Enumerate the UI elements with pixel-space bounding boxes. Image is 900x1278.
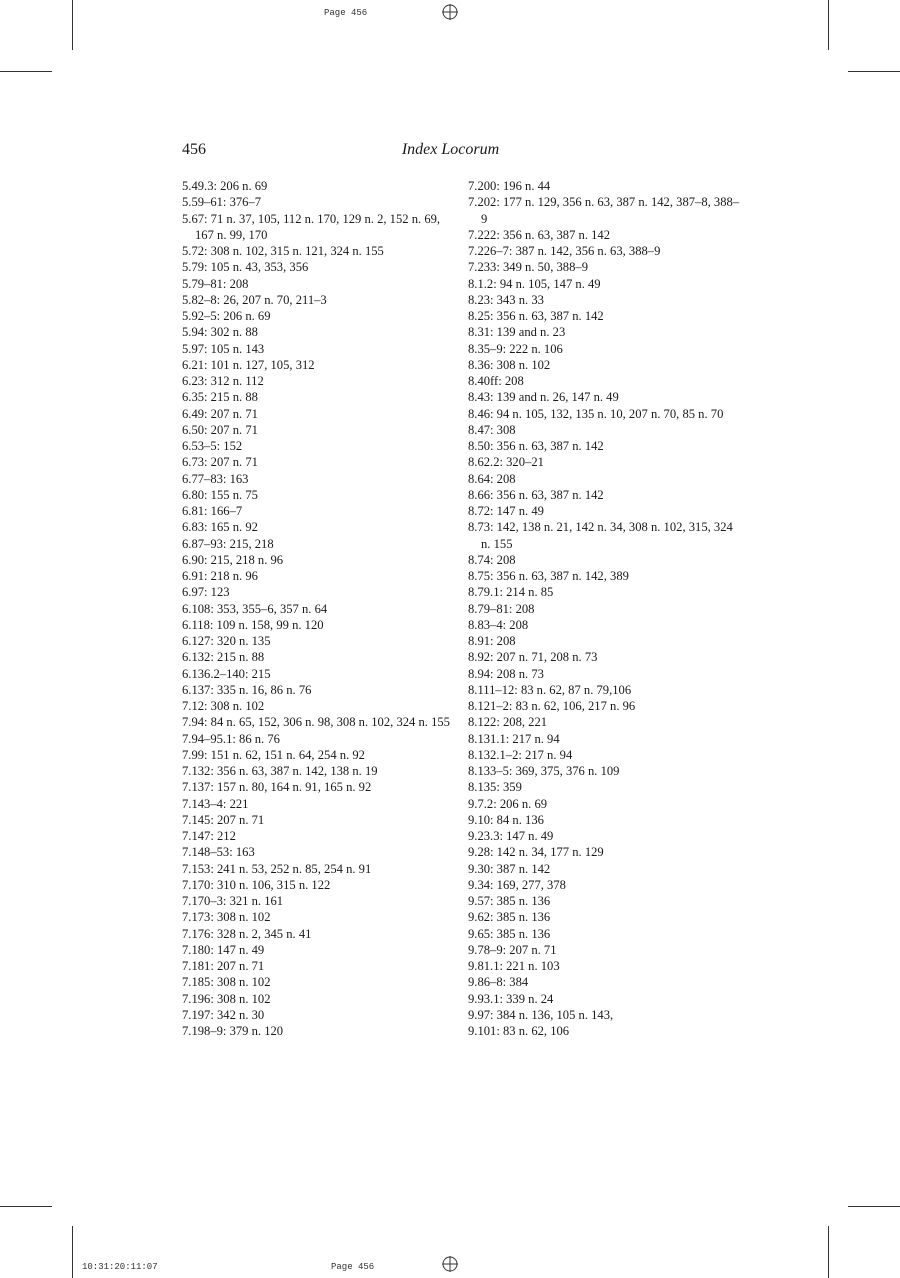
index-entry: 7.197: 342 n. 30 [182,1007,265,1022]
index-entry: 7.198–9: 379 n. 120 [182,1024,284,1038]
index-entry: 5.49.3: 206 n. 69 [182,179,268,193]
index-entry: 6.118: 109 n. 158, 99 n. 120 [182,617,324,632]
index-entry: 6.77–83: 163 [182,471,249,486]
index-entry: 7.143–4: 221 [182,796,249,811]
index-entry: 9.62: 385 n. 136 [468,910,551,925]
index-entry: 9.97: 384 n. 136, 105 n. 143, [468,1007,614,1022]
index-entry: 8.135: 359 [468,780,522,795]
index-entry: 9.10: 84 n. 136 [468,812,544,827]
index-entry: 6.90: 215, 218 n. 96 [182,552,284,567]
index-entry: 8.62.2: 320–21 [468,455,544,470]
index-entry: 6.35: 215 n. 88 [182,390,258,405]
index-entry: 7.200: 196 n. 44 [468,179,551,193]
running-head [182,141,719,163]
index-entry: 7.132: 356 n. 63, 387 n. 142, 138 n. 19 [182,764,378,778]
index-entry: 8.74: 208 [468,552,516,567]
index-entry: 9.30: 387 n. 142 [468,861,551,876]
index-entry: 7.99: 151 n. 62, 151 n. 64, 254 n. 92 [182,747,365,762]
index-entry: 8.72: 147 n. 49 [468,504,544,518]
crop-mark-bottom-right-horizontal [848,1206,900,1207]
index-entry: 7.181: 207 n. 71 [182,959,265,973]
crop-mark-bottom-right-vertical [828,1226,829,1278]
index-entry: 7.176: 328 n. 2, 345 n. 41 [182,926,312,941]
index-entry: 8.50: 356 n. 63, 387 n. 142 [468,439,604,453]
index-entry: 8.47: 308 [468,422,516,437]
index-entry: 8.92: 207 n. 71, 208 n. 73 [468,650,598,665]
index-entry: 6.80: 155 n. 75 [182,487,258,502]
index-entry: 7.180: 147 n. 49 [182,942,265,957]
index-entry: 8.25: 356 n. 63, 387 n. 142 [468,309,604,323]
index-entry: 8.73: 142, 138 n. 21, 142 n. 34, 308 n. 102, 315, 324 n. 155 [468,520,733,551]
index-entry: 6.73: 207 n. 71 [182,455,258,470]
index-entry: 8.121–2: 83 n. 62, 106, 217 n. 96 [468,699,636,713]
index-entry: 6.21: 101 n. 127, 105, 312 [182,357,315,372]
index-entry: 9.86–8: 384 [468,975,529,990]
index-column-right [468,178,740,1039]
index-entry: 8.133–5: 369, 375, 376 n. 109 [468,764,620,778]
index-entry: 8.94: 208 n. 73 [468,666,544,681]
index-entry: 9.78–9: 207 n. 71 [468,942,557,957]
index-entry: 8.43: 139 and n. 26, 147 n. 49 [468,390,619,405]
index-entry: 5.97: 105 n. 143 [182,341,265,356]
index-entry: 8.46: 94 n. 105, 132, 135 n. 10, 207 n. 70, 85 n. 70 [468,406,724,421]
index-entry: 5.79–81: 208 [182,276,249,291]
index-entry: 7.153: 241 n. 53, 252 n. 85, 254 n. 91 [182,861,372,876]
index-entry: 5.67: 71 n. 37, 105, 112 n. 170, 129 n. 2, 152 n. 69, 167 n. 99, 170 [182,211,441,242]
index-entry: 9.93.1: 339 n. 24 [468,991,554,1006]
crop-mark-bottom-left-vertical [72,1226,73,1278]
index-entry: 7.202: 177 n. 129, 356 n. 63, 387 n. 142, 387–8, 388–9 [468,195,740,226]
index-entry: 8.132.1–2: 217 n. 94 [468,747,573,762]
index-entry: 8.131.1: 217 n. 94 [468,731,560,746]
index-entry: 6.136.2–140: 215 [182,666,271,681]
index-entry: 6.81: 166–7 [182,504,243,518]
crop-mark-top-right-vertical [828,0,829,50]
index-entry: 9.34: 169, 277, 378 [468,877,566,892]
index-entry: 6.50: 207 n. 71 [182,422,258,437]
index-entry: 7.94–95.1: 86 n. 76 [182,731,280,746]
index-entry: 8.75: 356 n. 63, 387 n. 142, 389 [468,569,629,583]
index-entry: 6.23: 312 n. 112 [182,374,264,388]
index-entry: 6.53–5: 152 [182,439,243,453]
index-entry: 6.97: 123 [182,585,230,600]
index-entry: 8.91: 208 [468,634,516,648]
index-entry: 5.72: 308 n. 102, 315 n. 121, 324 n. 155 [182,244,384,258]
index-entry: 7.137: 157 n. 80, 164 n. 91, 165 n. 92 [182,780,372,795]
index-entry: 7.196: 308 n. 102 [182,991,271,1006]
page-number: 456 [182,141,206,158]
index-entry: 9.28: 142 n. 34, 177 n. 129 [468,845,604,860]
index-entry: 6.49: 207 n. 71 [182,406,258,421]
index-entry: 6.91: 218 n. 96 [182,569,258,583]
index-entry: 8.122: 208, 221 [468,715,548,730]
index-entry: 8.31: 139 and n. 23 [468,325,566,340]
index-entry: 5.59–61: 376–7 [182,195,262,210]
crop-mark-top-right-horizontal [848,71,900,72]
crop-mark-bottom-left-horizontal [0,1206,52,1207]
index-entry: 7.12: 308 n. 102 [182,699,265,713]
crop-mark-top-left-vertical [72,0,73,50]
index-entry: 9.7.2: 206 n. 69 [468,796,548,811]
index-entry: 7.148–53: 163 [182,845,255,860]
index-entry: 9.101: 83 n. 62, 106 [468,1024,570,1038]
index-entry: 8.36: 308 n. 102 [468,357,551,372]
index-entry: 8.23: 343 n. 33 [468,292,544,307]
index-entry: 8.111–12: 83 n. 62, 87 n. 79,106 [468,682,632,697]
index-entry: 8.66: 356 n. 63, 387 n. 142 [468,487,604,502]
index-entry: 8.40ff: 208 [468,374,524,388]
index-entry: 8.79–81: 208 [468,601,535,616]
crop-mark-top-left-horizontal [0,71,52,72]
index-entry: 5.82–8: 26, 207 n. 70, 211–3 [182,292,327,307]
index-entry: 7.170–3: 321 n. 161 [182,894,284,908]
slug-bottom-page: Page 456 [331,1262,375,1272]
slug-bottom-timestamp: 10:31:20:11:07 [82,1262,158,1272]
registration-mark-bottom-icon [442,1256,458,1272]
index-entry: 6.108: 353, 355–6, 357 n. 64 [182,601,328,616]
index-entry: 7.173: 308 n. 102 [182,910,271,925]
index-entry: 9.57: 385 n. 136 [468,894,551,908]
index-entry: 5.94: 302 n. 88 [182,325,258,340]
index-entry: 7.147: 212 [182,829,236,843]
index-entry: 6.137: 335 n. 16, 86 n. 76 [182,682,312,697]
index-entry: 9.65: 385 n. 136 [468,926,551,941]
index-entry: 8.35–9: 222 n. 106 [468,341,563,356]
index-entry: 7.145: 207 n. 71 [182,812,265,827]
index-entry: 8.1.2: 94 n. 105, 147 n. 49 [468,276,601,291]
index-entry: 9.23.3: 147 n. 49 [468,829,554,843]
index-entry: 7.233: 349 n. 50, 388–9 [468,260,588,275]
index-entry: 8.83–4: 208 [468,617,529,632]
index-entry: 7.185: 308 n. 102 [182,975,271,990]
index-entry: 6.87–93: 215, 218 [182,536,274,551]
registration-mark-top-icon [442,4,458,20]
index-entry: 7.222: 356 n. 63, 387 n. 142 [468,227,611,242]
index-entry: 9.81.1: 221 n. 103 [468,959,560,973]
index-entry: 7.170: 310 n. 106, 315 n. 122 [182,877,331,892]
index-entry: 8.64: 208 [468,471,516,486]
index-entry: 6.83: 165 n. 92 [182,520,258,535]
index-entry: 7.226–7: 387 n. 142, 356 n. 63, 388–9 [468,244,661,258]
slug-top-page: Page 456 [324,8,368,18]
index-entry: 5.79: 105 n. 43, 353, 356 [182,260,309,275]
index-entry: 8.79.1: 214 n. 85 [468,585,554,600]
index-entry: 6.132: 215 n. 88 [182,650,265,665]
index-entry: 5.92–5: 206 n. 69 [182,309,271,323]
index-entry: 6.127: 320 n. 135 [182,634,271,648]
running-title: Index Locorum [401,141,500,158]
index-column-left [182,178,454,1039]
index-entry: 7.94: 84 n. 65, 152, 306 n. 98, 308 n. 102, 324 n. 155 [182,715,450,730]
